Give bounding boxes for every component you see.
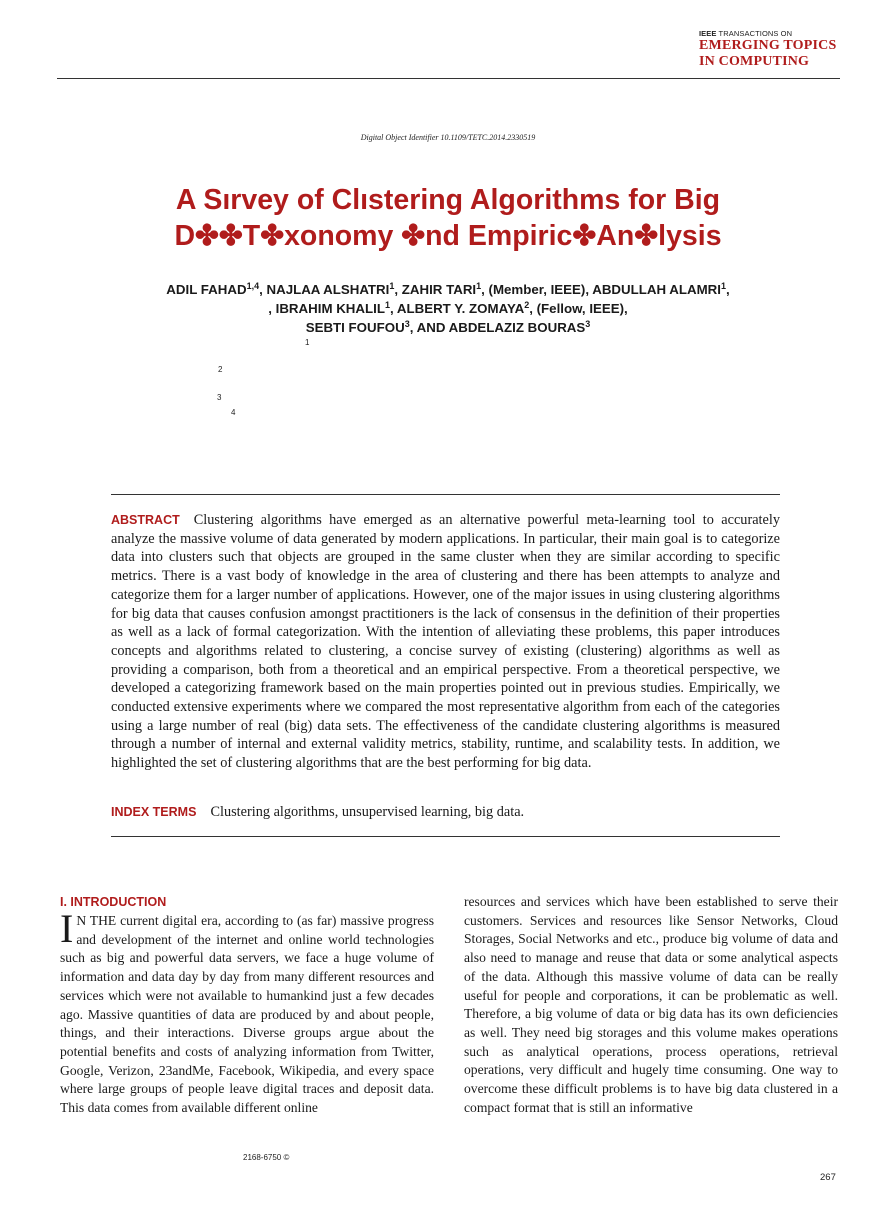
intro-right-text: resources and services which have been established to serve their customers. Services and resources like Sensor Networks, Cloud Storages, Social Networks and etc., produce big volume of data and also need to manage and reuse that data or some analytical aspects of the data. Although this massive volume of data can be really useful for people and corporations, it can be problematic as well. Therefore, a big volume of data or big data has its own deficiencies as well. They need big storages and this volume makes operations such as analytical operations, process operations, retrieval operations, very difficult and hugely time consuming. One way to overcome these difficult problems is to have big data clustered in a compact format that is still an informative xyxy=(464,894,838,1115)
drop-cap: I xyxy=(60,906,74,951)
title-line2: D✤✤T✤xonomy ✤nd Empiric✤An✤lysis xyxy=(174,220,722,252)
abstract-label: ABSTRACT xyxy=(111,513,180,527)
index-terms xyxy=(111,803,780,821)
abstract-bottom-rule xyxy=(111,836,780,837)
author-list: ADIL FAHAD$^{1,4}$, NAJLAA ALSHATRI$^1$, ZAHIR TARI$^1$, (Member, IEEE), ABDULLAH ALAMRI$^1$, , IBRAHIM KHALIL$^1$, ALBERT Y. ZOMAYA$^2$, (Fellow, IEEE), SEBTI FOUFOU$^3$, AND ABDELAZIZ BOURAS$^3$ xyxy=(166,281,730,335)
intro-left-text: N THE current digital era, according to (as far) massive progress and development of the internet and online world technologies such as big and powerful data servers, we face a huge volume of information and data day by day from many different resources and services which were not available to humankind just a few decades ago. Massive quantities of data are produced by and about people, things, and their interactions. Diverse groups argue about the potential benefits and costs of analyzing information from Twitter, Google, Verizon, 23andMe, Facebook, Wikipedia, and every space where large groups of people leave digital traces and deposit data. This data comes from available different online xyxy=(60,913,434,1116)
journal-prefix: IEEE TRANSACTIONS ON xyxy=(699,29,793,38)
journal-header xyxy=(699,30,836,70)
journal-name-line2: IN COMPUTING xyxy=(699,53,810,69)
intro-right-column xyxy=(464,893,838,1117)
affiliation-mark-3: 3 xyxy=(217,393,222,402)
affiliation-mark-4: 4 xyxy=(231,408,236,417)
abstract-text: Clustering algorithms have emerged as an alternative powerful meta-learning tool to accurately analyze the massive volume of data generated by modern applications. In particular, their main goal is to categorize data into clusters such that objects are grouped in the same cluster when they are similar according to specific metrics. There is a vast body of knowledge in the area of clustering and there has been attempts to analyze and categorize them for a larger number of applications. However, one of the major issues in using clustering algorithms for big data that causes confusion amongst practitioners is the lack of consensus in the definition of their properties as well as a lack of formal categorization. With the intention of alleviating these problems, this paper introduces concepts and algorithms related to clustering, a concise survey of existing (clustering) algorithms as well as providing a comparison, both from a theoretical and an empirical perspective. From a theoretical perspective, we developed a categorizing framework based on the main properties pointed out in previous studies. Empirically, we conducted extensive experiments where we compared the most representative algorithm from each of the categories using a large number of real (big) data sets. The effectiveness of the candidate clustering algorithms is measured through a number of internal and external validity metrics, stability, runtime, and scalability tests. In addition, we highlighted the set of clustering algorithms that are the best performing for big data. xyxy=(111,512,780,772)
abstract-top-rule xyxy=(111,494,780,495)
affiliation-mark-2: 2 xyxy=(218,365,223,374)
index-terms-label: INDEX TERMS xyxy=(111,805,197,819)
index-terms-text: Clustering algorithms, unsupervised learning, big data. xyxy=(210,804,525,820)
affiliation-mark-1: 1 xyxy=(305,338,310,347)
journal-name-line1: EMERGING TOPICS xyxy=(699,37,837,53)
header-rule xyxy=(57,78,840,79)
abstract xyxy=(111,511,780,773)
title-line1: A Sırvey of Clıstering Algorithms for Big xyxy=(175,184,721,216)
issn-copyright: 2168-6750 © xyxy=(243,1153,290,1162)
page-number: 267 xyxy=(820,1172,836,1183)
doi-line: Digital Object Identifier 10.1109/TETC.2014.2330519 xyxy=(360,133,536,142)
paper-title xyxy=(60,182,836,254)
section-heading-introduction: I. INTRODUCTION xyxy=(60,895,167,909)
intro-left-column xyxy=(60,906,434,1118)
